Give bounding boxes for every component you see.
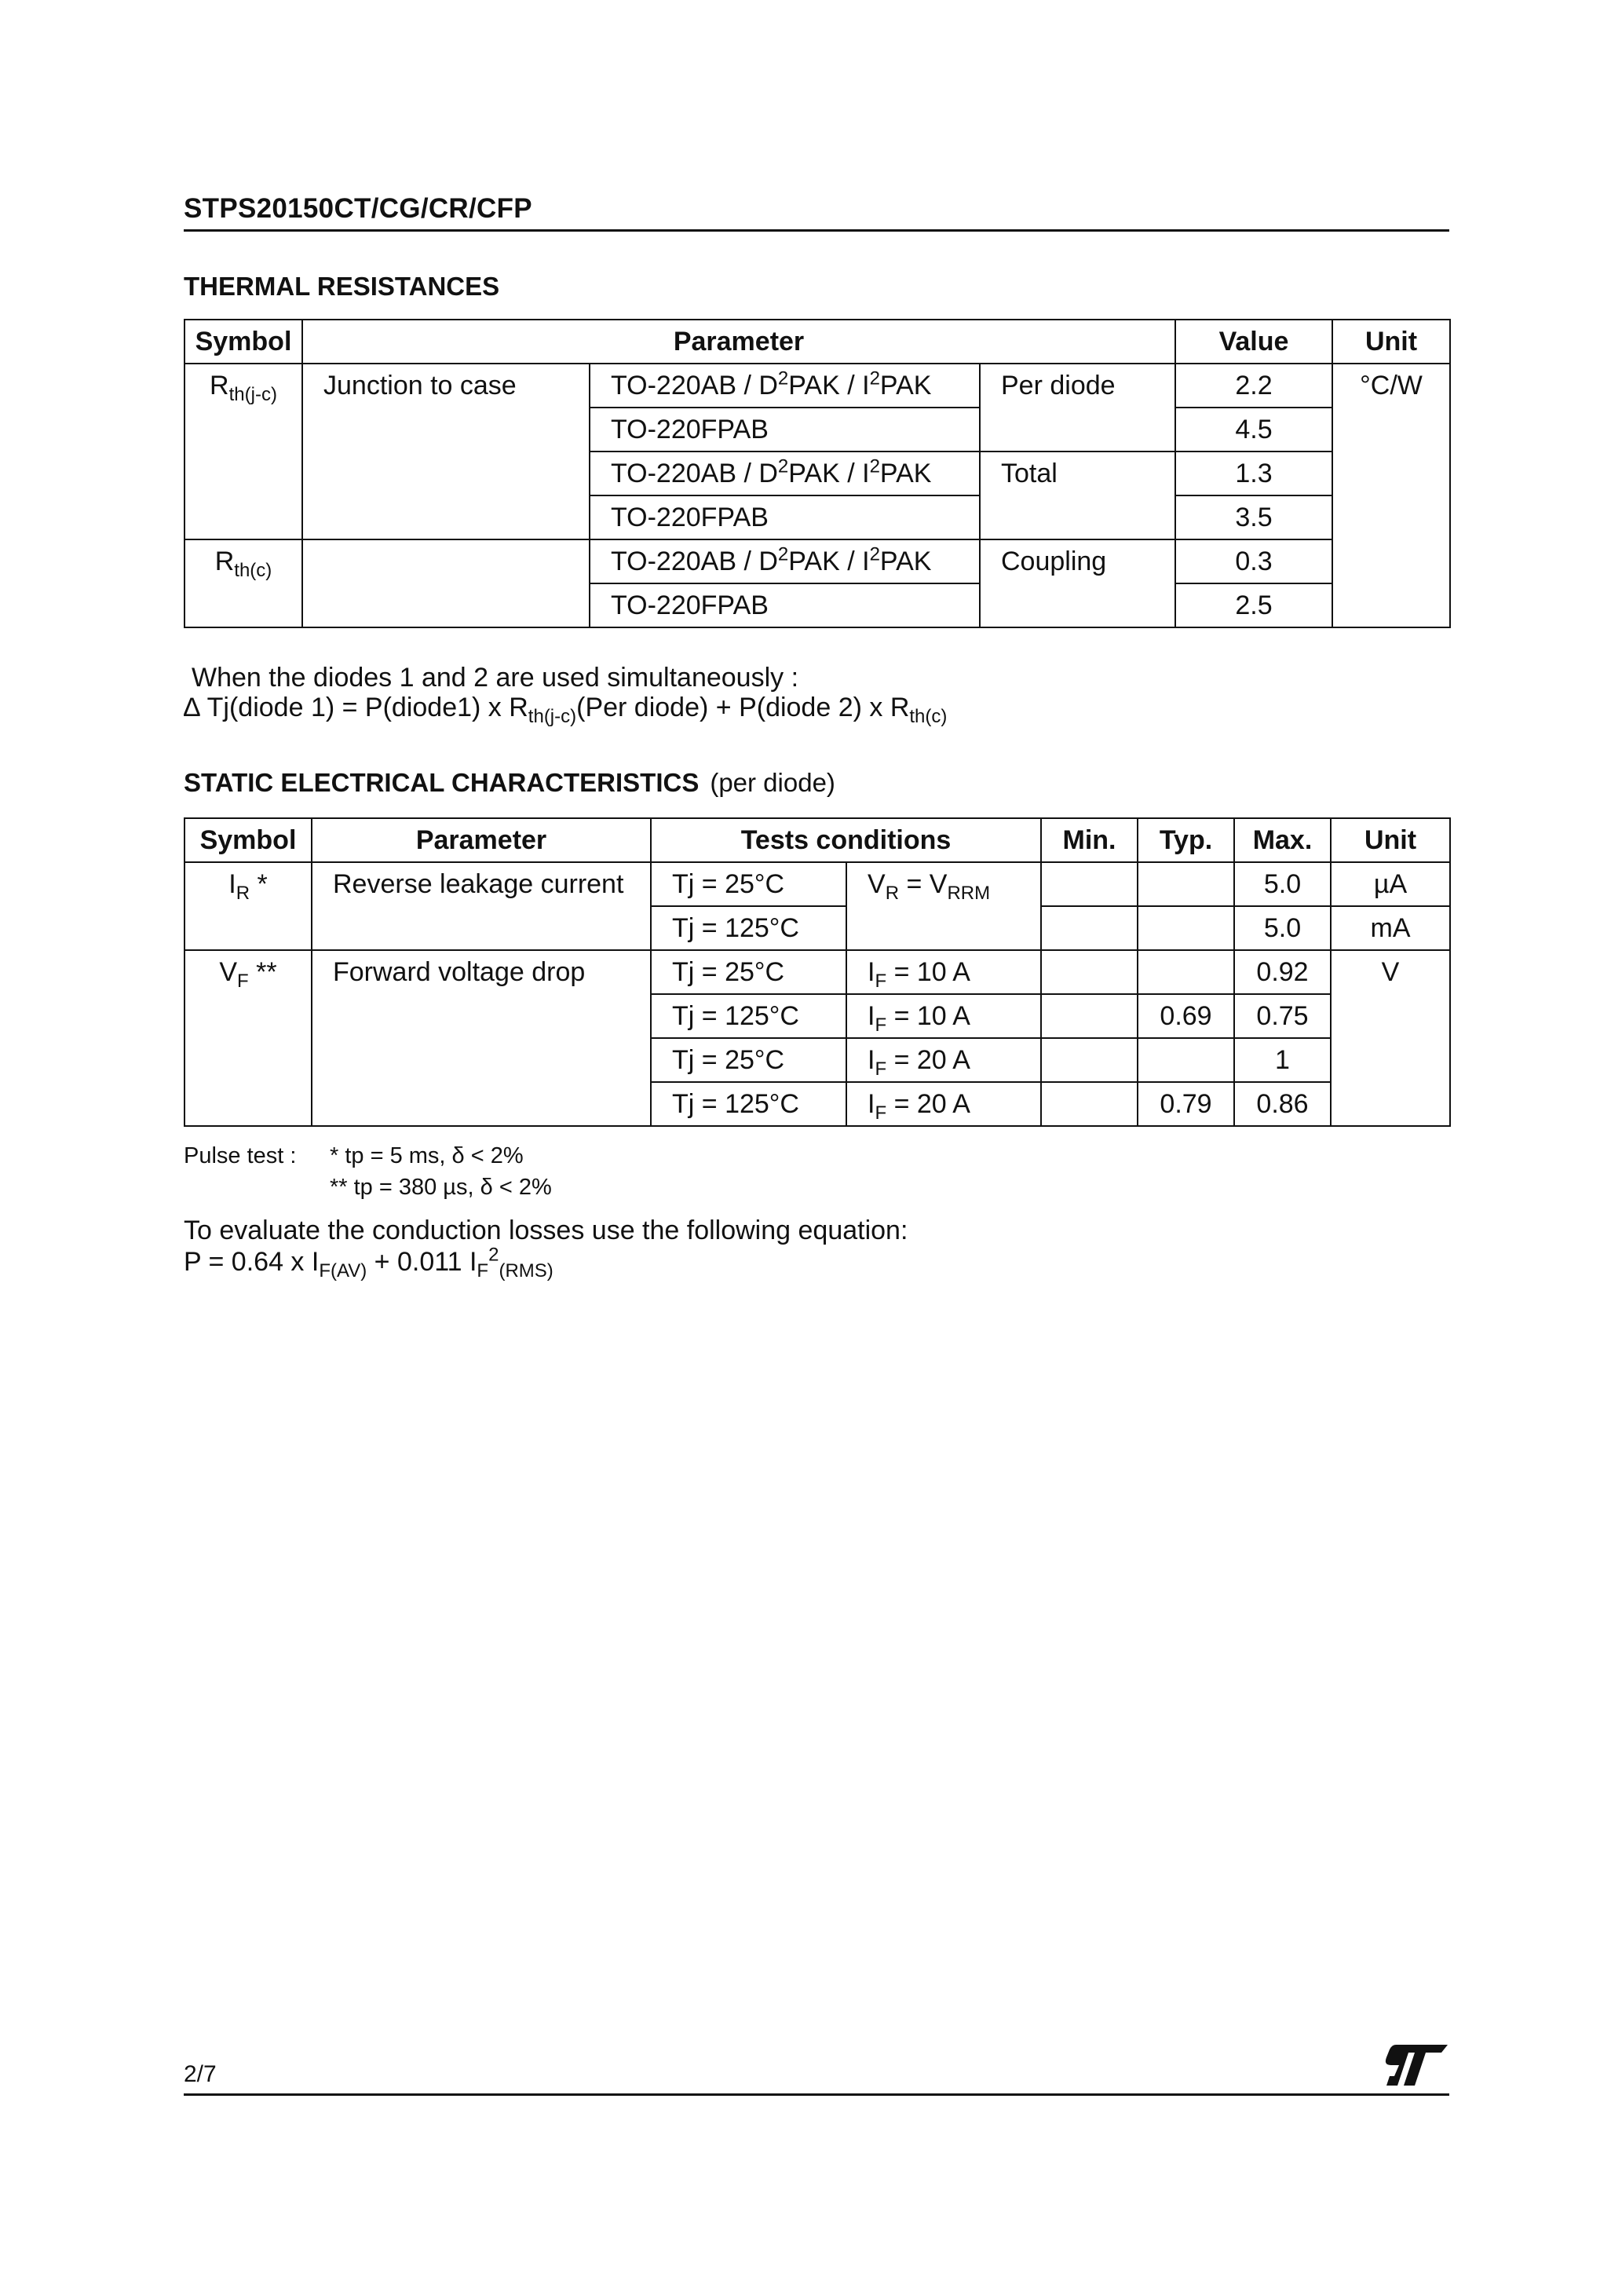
package-fp: TO-220FPAB	[590, 495, 980, 539]
static-section-title: STATIC ELECTRICAL CHARACTERISTICS (per diode)	[184, 768, 835, 797]
coupling-label: Coupling	[980, 539, 1175, 627]
unit-cell: µA	[1331, 862, 1450, 906]
value-cell: 1.3	[1175, 452, 1332, 495]
condition-if: $I_F = 10$ A	[846, 950, 1041, 994]
min-cell	[1041, 994, 1138, 1038]
document-title: STPS20150CT/CG/CR/CFP	[184, 193, 532, 224]
table-row	[184, 950, 1450, 994]
col-header-unit: Unit	[1331, 818, 1450, 862]
col-header-min: Min.	[1041, 818, 1138, 862]
typ-cell: 0.69	[1138, 994, 1234, 1038]
value-cell: 2.2	[1175, 364, 1332, 408]
col-header-parameter: Parameter	[302, 320, 1175, 364]
tj-cell: Tj = 125°C	[651, 994, 846, 1038]
typ-cell	[1138, 950, 1234, 994]
package-fp: TO-220FPAB	[590, 408, 980, 452]
col-header-tests: Tests conditions	[651, 818, 1041, 862]
empty-parameter-cell	[302, 539, 590, 627]
col-header-value: Value	[1175, 320, 1332, 364]
col-header-typ: Typ.	[1138, 818, 1234, 862]
max-cell: 5.0	[1234, 862, 1331, 906]
table-row	[184, 539, 1450, 583]
min-cell	[1041, 950, 1138, 994]
equation-intro: To evaluate the conduction losses use the following equation:	[184, 1216, 908, 1245]
per-diode-label: Per diode	[980, 364, 1175, 452]
static-characteristics-table	[184, 817, 1451, 1127]
max-cell: 5.0	[1234, 906, 1331, 950]
package-ab: $TO-220AB / D^2PAK / I^2PAK$	[590, 539, 980, 583]
min-cell	[1041, 1082, 1138, 1126]
tj-cell: Tj = 125°C	[651, 906, 846, 950]
thermal-section-title: THERMAL RESISTANCES	[184, 272, 500, 301]
col-header-symbol: Symbol	[184, 818, 312, 862]
typ-cell	[1138, 1038, 1234, 1082]
table-row	[184, 862, 1450, 906]
footer-rule	[184, 2093, 1449, 2096]
unit-cell: V	[1331, 950, 1450, 1126]
total-label: Total	[980, 452, 1175, 539]
st-logo-icon	[1380, 2042, 1451, 2089]
table-row	[184, 364, 1450, 408]
col-header-max: Max.	[1234, 818, 1331, 862]
value-cell: 0.3	[1175, 539, 1332, 583]
param-forward-voltage: Forward voltage drop	[312, 950, 651, 1126]
max-cell: 0.75	[1234, 994, 1331, 1038]
tj-cell: Tj = 25°C	[651, 862, 846, 906]
package-ab: $TO-220AB / D^2PAK / I^2PAK$	[590, 364, 980, 408]
max-cell: 0.92	[1234, 950, 1331, 994]
header-rule	[184, 229, 1449, 232]
typ-cell	[1138, 906, 1234, 950]
junction-to-case-label: Junction to case	[302, 364, 590, 539]
unit-cell: mA	[1331, 906, 1450, 950]
symbol-rth-c: $R_{th(c)}$	[184, 539, 302, 627]
page-number: 2/7	[184, 2061, 217, 2087]
max-cell: 0.86	[1234, 1082, 1331, 1126]
thermal-resistances-table	[184, 319, 1451, 628]
pulse-test-line1: * tp = 5 ms, δ < 2%	[330, 1143, 524, 1168]
col-header-unit: Unit	[1332, 320, 1450, 364]
col-header-parameter: Parameter	[312, 818, 651, 862]
col-header-symbol: Symbol	[184, 320, 302, 364]
symbol-vf: $V_F$ **	[184, 950, 312, 1126]
tj-cell: Tj = 25°C	[651, 1038, 846, 1082]
param-reverse-leakage: Reverse leakage current	[312, 862, 651, 950]
unit-cell: °C/W	[1332, 364, 1450, 627]
symbol-ir: $I_R$ *	[184, 862, 312, 950]
table-header-row	[184, 320, 1450, 364]
pulse-test-label: Pulse test :	[184, 1143, 297, 1168]
package-fp: TO-220FPAB	[590, 583, 980, 627]
symbol-rth-jc: $R_{th(j-c)}$	[184, 364, 302, 539]
min-cell	[1041, 862, 1138, 906]
min-cell	[1041, 1038, 1138, 1082]
typ-cell	[1138, 862, 1234, 906]
condition-if: $I_F = 10$ A	[846, 994, 1041, 1038]
typ-cell: 0.79	[1138, 1082, 1234, 1126]
tj-cell: Tj = 25°C	[651, 950, 846, 994]
max-cell: 1	[1234, 1038, 1331, 1082]
value-cell: 4.5	[1175, 408, 1332, 452]
condition-vr: $V_R = V_{RRM}$	[846, 862, 1041, 950]
tj-cell: Tj = 125°C	[651, 1082, 846, 1126]
pulse-test-line2: ** tp = 380 µs, δ < 2%	[330, 1175, 552, 1200]
condition-if: $I_F = 20$ A	[846, 1082, 1041, 1126]
package-ab: $TO-220AB / D^2PAK / I^2PAK$	[590, 452, 980, 495]
thermal-note-line1: When the diodes 1 and 2 are used simultaneously :	[192, 663, 799, 693]
min-cell	[1041, 906, 1138, 950]
value-cell: 2.5	[1175, 583, 1332, 627]
thermal-note-equation: ∆ Tj(diode 1) = P(diode1) x $R_{th(j-c)}(Per$ diode) + P(diode 2) x $R_{th(c)}$	[184, 693, 948, 727]
conduction-loss-equation: P = 0.64 x $I_{F(AV)} + 0.011$ $I_F^2_{(RMS)}$	[184, 1244, 553, 1281]
value-cell: 3.5	[1175, 495, 1332, 539]
table-header-row	[184, 818, 1450, 862]
condition-if: $I_F = 20$ A	[846, 1038, 1041, 1082]
